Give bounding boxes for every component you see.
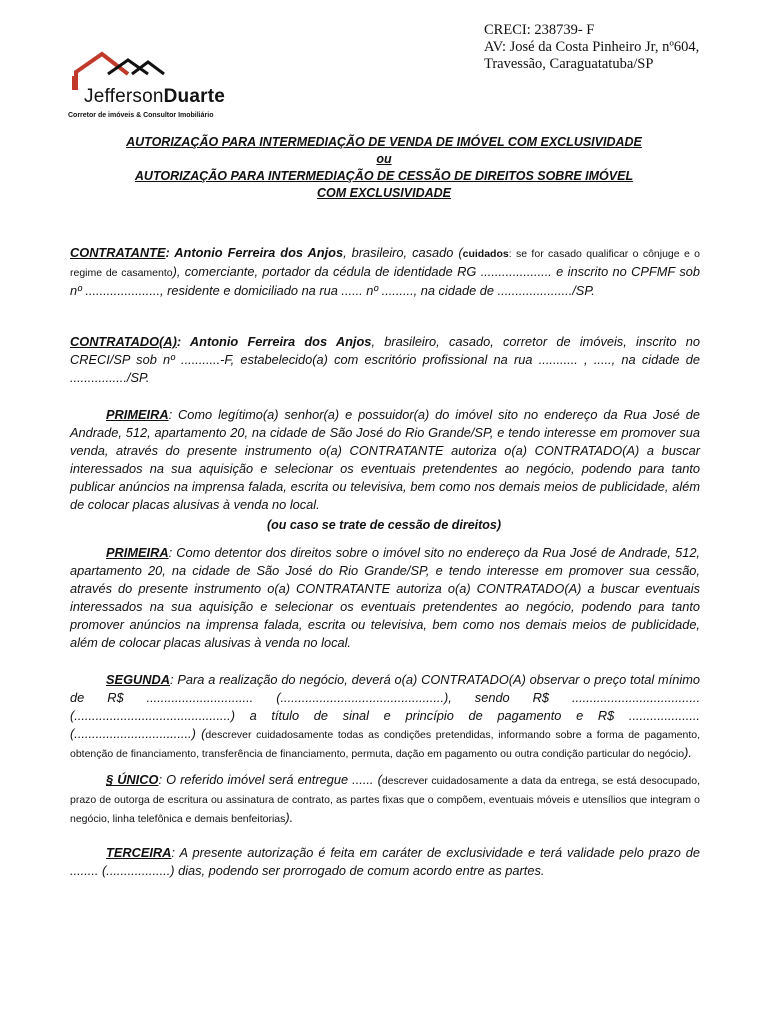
address-line-1: AV: José da Costa Pinheiro Jr, nº604,	[484, 39, 700, 55]
terceira-clause: TERCEIRA: A presente autorização é feita em caráter de exclusividade e terá validade pelo prazo de ........ (..................) dias, podendo ser prorrogado de comum acordo entre as partes.	[70, 845, 700, 878]
contratante-paragraph: CONTRATANTE: Antonio Ferreira dos Anjos, brasileiro, casado (cuidados: se for casado qualificar o cônjuge e o regime de casamento), comerciante, portador da cédula de identidade RG .................... e inscrito no CPFMF sob nº ....................., residente e domiciliado na rua ...... nº ........., na cidade de ...................../SP.	[70, 245, 700, 298]
logo-wordmark: JeffersonDuarte	[84, 86, 225, 107]
primeira-label: PRIMEIRA	[106, 407, 169, 422]
segunda-clause: SEGUNDA: Para a realização do negócio, deverá o(a) CONTRATADO(A) observar o preço total mínimo de R$ .............................. (..............................................), sendo R$ .................................... (............................................) a título de sinal e princípio de pagamento e R$ .................... (.................................) (descrever cuidadosamente todas as condições pretendidas, informando sobre a forma de pagamento, obtenção de financiamento, transferência de financiamento, permuta, dação em pagamento ou outra condição particular do negócio).	[70, 672, 700, 760]
primeira-clause-cessao: PRIMEIRA: Como detentor dos direitos sobre o imóvel sito no endereço da Rua José de Andrade, 512, apartamento 20, na cidade de São José do Rio Grande/SP, e tendo interesse em promover sua cessão, através do presente instrumento o(a) CONTRATANTE autoriza o(a) CONTRATADO(A) a buscar eventuais interessados na sua aquisição e selecionar os eventuais pretendentes ao negócio, podendo para tanto promover anúncios na imprensa falada, escrita ou televisiva, bem como nos demais meios de publicidade, além de colocar placas alusivas à venda no local.	[70, 545, 700, 650]
unico-label: § ÚNICO	[106, 772, 159, 787]
title-line-1: AUTORIZAÇÃO PARA INTERMEDIAÇÃO DE VENDA DE IMÓVEL COM EXCLUSIVIDADE	[126, 135, 642, 149]
contratante-name: : Antonio Ferreira dos Anjos	[165, 245, 344, 260]
header-contact	[484, 22, 699, 73]
cessao-subtitle: (ou caso se trate de cessão de direitos)	[266, 518, 502, 532]
title-line-2: ou	[376, 152, 392, 166]
primeira-label: PRIMEIRA	[106, 545, 169, 560]
logo-tagline: Corretor de imóveis & Consultor Imobiliário	[68, 112, 214, 119]
title-line-4: COM EXCLUSIVIDADE	[316, 186, 452, 200]
document-title	[64, 134, 704, 202]
contratante-label: CONTRATANTE	[70, 245, 166, 260]
creci-number: CRECI: 238739- F	[484, 22, 595, 38]
contratado-name: : Antonio Ferreira dos Anjos	[176, 334, 372, 349]
address-line-2: Travessão, Caraguatatuba/SP	[484, 56, 654, 72]
terceira-label: TERCEIRA	[106, 845, 172, 860]
house-roof-icon	[62, 50, 182, 90]
unico-clause: § ÚNICO: O referido imóvel será entregue ...... (descrever cuidadosamente a data da entrega, se está desocupado, prazo de outorga de escritura ou assinatura de contrato, as partes fixas que o compõem, eventuais móveis e utensílios que integram o negócio, linha telefônica e demais benfeitorias).	[70, 772, 701, 825]
title-line-3: AUTORIZAÇÃO PARA INTERMEDIAÇÃO DE CESSÃO DE DIREITOS SOBRE IMÓVEL	[134, 169, 634, 183]
segunda-label: SEGUNDA	[106, 672, 170, 687]
contratado-label: CONTRATADO(A)	[70, 334, 177, 349]
primeira-clause-venda: PRIMEIRA: Como legítimo(a) senhor(a) e possuidor(a) do imóvel sito no endereço da Rua José de Andrade, 512, apartamento 20, na cidade de São José do Rio Grande/SP, e tendo interesse em promover sua venda, através do presente instrumento o(a) CONTRATANTE autoriza o(a) CONTRATADO(A) a buscar interessados na sua aquisição e selecionar os eventuais pretendentes ao negócio, podendo para tanto publicar anúncios na imprensa falada, escrita ou televisiva, bem como nos demais meios de publicidade, além de colocar placas alusivas à venda no local.	[70, 407, 700, 512]
company-logo	[62, 50, 262, 126]
contratado-paragraph: CONTRATADO(A): Antonio Ferreira dos Anjos, brasileiro, casado, corretor de imóveis, inscrito no CRECI/SP sob nº ...........-F, estabelecido(a) com escritório profissional na rua ........... , ....., na cidade de ................/SP.	[70, 334, 701, 385]
